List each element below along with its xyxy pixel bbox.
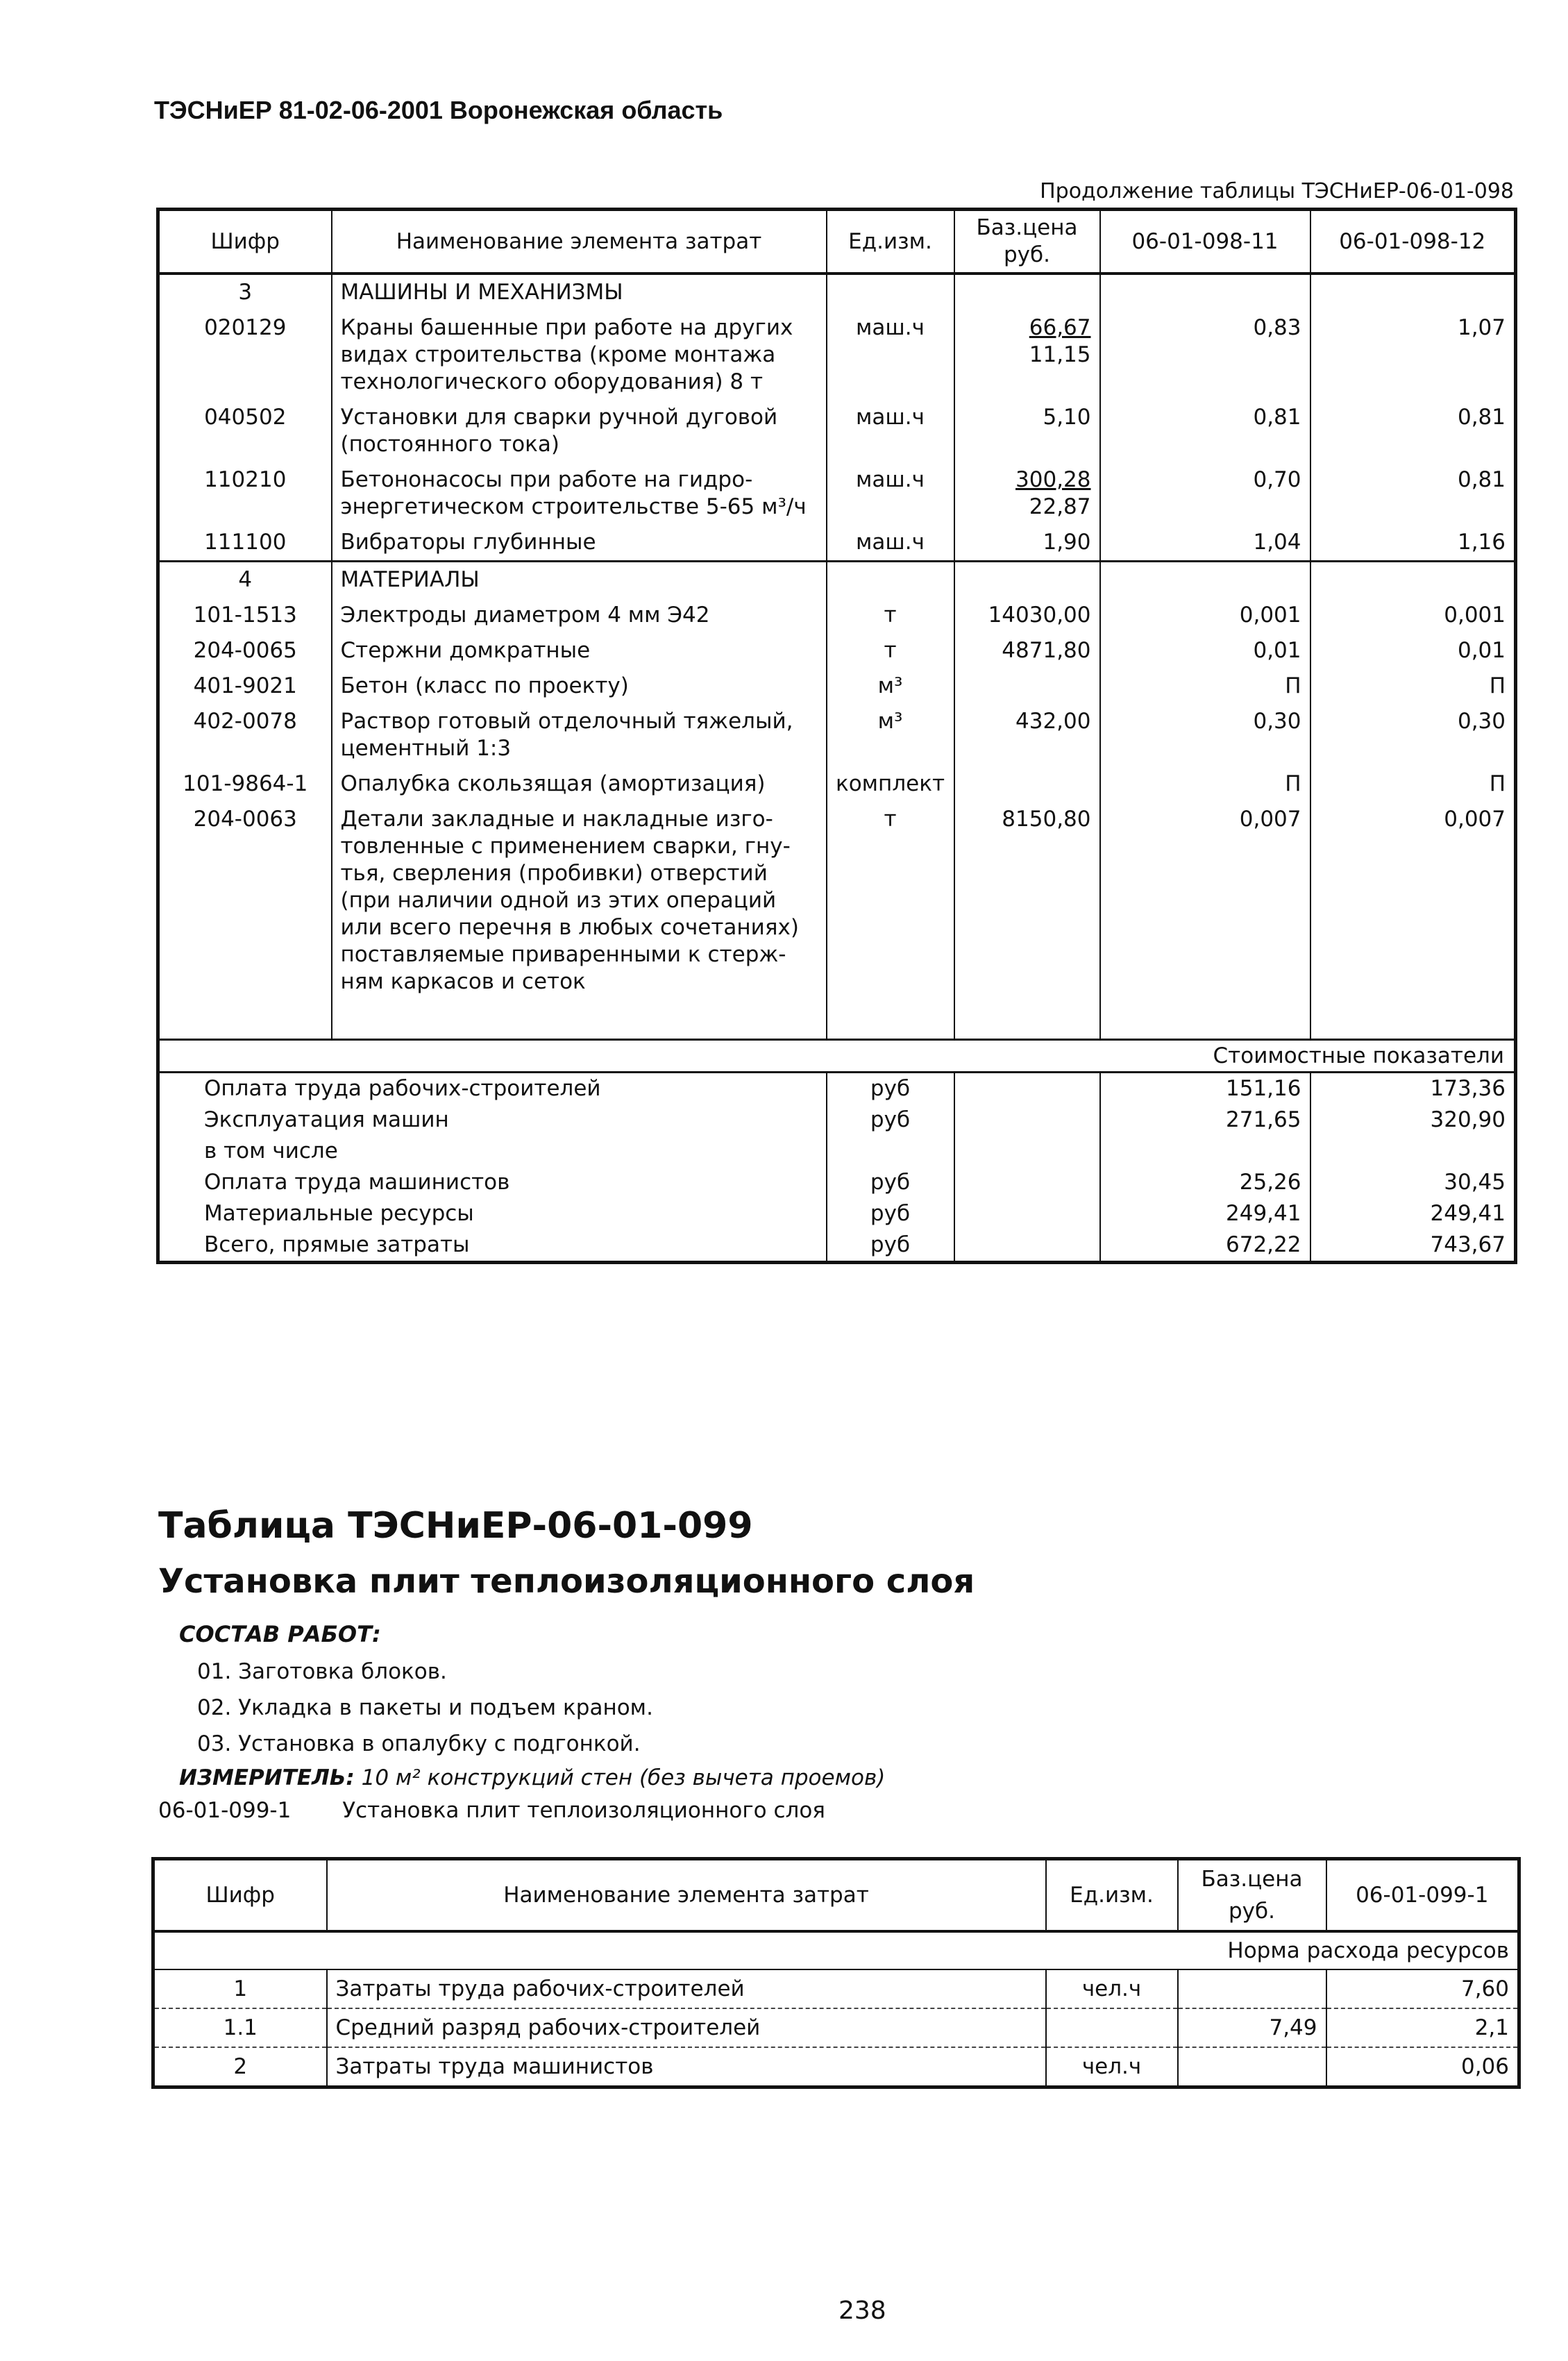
table-row [158,766,1516,802]
norm-value-11: 0,001 [1100,598,1310,633]
section-row [158,274,1516,310]
resource-price-cell [954,802,1100,1000]
resource-code: 110210 [158,462,332,525]
resource-price: 66,67 [1029,315,1091,340]
cost-caption-row [158,1040,1516,1073]
resource-code: 040502 [158,400,332,462]
resource-unit: чел.ч [1046,1969,1178,2008]
table-row [153,2047,1519,2087]
resource-price: 14030,00 [988,603,1091,628]
table-row [153,1969,1519,2008]
resource-unit: т [827,802,954,1000]
resource-unit: м³ [827,669,954,704]
empty-cell [954,1073,1100,1105]
empty-cell [954,562,1100,598]
totals-row [158,1136,1516,1167]
norm-value: 2,1 [1326,2008,1519,2047]
resource-code: 101-1513 [158,598,332,633]
resource-name: Установки для сварки ручной дуговой (постоянного тока) [332,400,827,462]
norm-value-12: 0,001 [1310,598,1516,633]
resource-unit: маш.ч [827,400,954,462]
resource-price: 4871,80 [1002,638,1091,663]
empty-cell [954,274,1100,310]
resource-name: Средний разряд рабочих-строителей [327,2008,1046,2047]
empty-cell [1310,274,1516,310]
col-header-name: Наименование элемента затрат [327,1859,1046,1932]
norm-value-11: 0,30 [1100,704,1310,766]
norm-value-12: 0,81 [1310,400,1516,462]
table-row [158,802,1516,1000]
totals-value-11: 249,41 [1100,1198,1310,1229]
norm-value-12: П [1310,766,1516,802]
resource-price: 1,90 [1043,530,1091,555]
totals-unit: руб [827,1104,954,1136]
work-composition-label: СОСТАВ РАБОТ: [179,1621,381,1647]
empty-cell [827,562,954,598]
operation-item: 01. Заготовка блоков. [197,1659,447,1684]
totals-value-12: 173,36 [1310,1073,1516,1105]
resource-unit: маш.ч [827,462,954,525]
resource-table-099 [151,1857,1521,2089]
resource-price-cell [954,462,1100,525]
empty-cell [1100,562,1310,598]
resource-price-secondary: 22,87 [1029,494,1091,519]
totals-row [158,1198,1516,1229]
resource-code: 1.1 [153,2008,327,2047]
totals-value-12 [1310,1136,1516,1167]
norm-value-11: 0,007 [1100,802,1310,1000]
resource-price-cell [954,633,1100,669]
col-header-price: Баз.цена руб. [1178,1859,1326,1932]
norm-code: 06-01-099-1 [158,1798,292,1823]
resource-price: 300,28 [1015,467,1091,492]
totals-unit: руб [827,1073,954,1105]
totals-value-11: 25,26 [1100,1167,1310,1198]
resource-name: Затраты труда рабочих-строителей [327,1969,1046,2008]
resource-unit: т [827,598,954,633]
empty-cell [954,1198,1100,1229]
resource-name: Краны башенные при работе на других видах строительства (кроме монтажа технологического оборудования) 8 т [332,310,827,400]
norm-value-11: П [1100,766,1310,802]
totals-value-11: 672,22 [1100,1229,1310,1263]
resource-price-cell [954,704,1100,766]
norm-caption: Норма расхода ресурсов [153,1931,1519,1969]
resource-name: Опалубка скользящая (амортизация) [332,766,827,802]
cost-caption: Стоимостные показатели [158,1040,1516,1073]
resource-name: Бетононасосы при работе на гидро-энергетическом строительстве 5-65 м³/ч [332,462,827,525]
resource-unit: чел.ч [1046,2047,1178,2087]
col-header-name: Наименование элемента затрат [332,210,827,274]
col-header-norm-12: 06-01-098-12 [1310,210,1516,274]
resource-price-cell [954,669,1100,704]
measurement-text: 10 м² конструкций стен (без вычета проемов) [361,1765,886,1790]
col-header-unit: Ед.изм. [827,210,954,274]
totals-row [158,1229,1516,1263]
empty-cell [954,1136,1100,1167]
resource-price-cell [954,766,1100,802]
col-header-norm-11: 06-01-098-11 [1100,210,1310,274]
totals-row [158,1104,1516,1136]
table-row [158,310,1516,400]
resource-unit: т [827,633,954,669]
norm-value: 0,06 [1326,2047,1519,2087]
work-operations-list [197,1654,653,1762]
totals-label: Всего, прямые затраты [158,1229,827,1263]
resource-code: 402-0078 [158,704,332,766]
table-row [158,462,1516,525]
norm-value-11: П [1100,669,1310,704]
resource-code: 101-9864-1 [158,766,332,802]
table-row [158,669,1516,704]
resource-price-secondary: 11,15 [1029,342,1091,367]
page-number: 238 [838,2296,886,2325]
table-row [158,598,1516,633]
resource-price: 432,00 [1015,709,1091,734]
table-subtitle: Установка плит теплоизоляционного слоя [158,1562,975,1601]
table-row [158,400,1516,462]
resource-price-cell [954,598,1100,633]
norm-value-11: 0,81 [1100,400,1310,462]
totals-row [158,1167,1516,1198]
measurement-label: ИЗМЕРИТЕЛЬ: [179,1765,355,1790]
table-body [153,1931,1519,2087]
totals-value-11: 271,65 [1100,1104,1310,1136]
empty-cell [954,1229,1100,1263]
empty-cell [954,1000,1100,1040]
resource-price-cell [954,310,1100,400]
operation-item: 03. Установка в опалубку с подгонкой. [197,1731,641,1756]
operation-item: 02. Укладка в пакеты и подъем краном. [197,1695,653,1720]
totals-label: Оплата труда машинистов [158,1167,827,1198]
empty-cell [1100,274,1310,310]
empty-cell [827,274,954,310]
empty-cell [954,1167,1100,1198]
norm-value-11: 0,70 [1100,462,1310,525]
empty-cell [158,1000,332,1040]
resource-price-cell [954,400,1100,462]
resource-name: Бетон (класс по проекту) [332,669,827,704]
page-header: ТЭСНиЕР 81-02-06-2001 Воронежская область [154,96,723,124]
resource-price-cell [954,525,1100,562]
norm-value-12: П [1310,669,1516,704]
spacer-row [158,1000,1516,1040]
norm-value-11: 0,01 [1100,633,1310,669]
totals-value-12: 30,45 [1310,1167,1516,1198]
resource-name: Вибраторы глубинные [332,525,827,562]
table-header-row [153,1859,1519,1932]
resource-code: 020129 [158,310,332,400]
norm-value-11: 0,83 [1100,310,1310,400]
col-header-unit: Ед.изм. [1046,1859,1178,1932]
norm-value: 7,60 [1326,1969,1519,2008]
resource-unit: маш.ч [827,310,954,400]
resource-code: 1 [153,1969,327,2008]
resource-table-098 [156,208,1517,1264]
resource-code: 2 [153,2047,327,2087]
table-body [158,274,1516,1263]
resource-name: Раствор готовый отделочный тяжелый, цементный 1:3 [332,704,827,766]
resource-price: 7,49 [1178,2008,1326,2047]
totals-unit: руб [827,1198,954,1229]
measurement-unit-line [179,1765,885,1790]
col-header-price: Баз.цена руб. [954,210,1100,274]
table-row [153,2008,1519,2047]
norm-code-line [158,1798,825,1823]
resource-unit: м³ [827,704,954,766]
section-number: 4 [158,562,332,598]
totals-value-12: 320,90 [1310,1104,1516,1136]
norm-value-11: 1,04 [1100,525,1310,562]
section-number: 3 [158,274,332,310]
resource-price [1178,1969,1326,2008]
resource-price [1178,2047,1326,2087]
resource-name: Детали закладные и накладные изго- товленные с применением сварки, гну- тья, сверления (пробивки) отверстий (при наличии одной из этих операций или всего перечня в любых сочетаниях) поставляемые приваренными к стерж- ням каркасов и сеток [332,802,827,1000]
totals-label: Оплата труда рабочих-строителей [158,1073,827,1105]
section-title: МАТЕРИАЛЫ [332,562,827,598]
table-title: Таблица ТЭСНиЕР-06-01-099 [158,1505,753,1547]
resource-code: 401-9021 [158,669,332,704]
empty-cell [827,1000,954,1040]
section-title: МАШИНЫ И МЕХАНИЗМЫ [332,274,827,310]
norm-value-12: 1,07 [1310,310,1516,400]
resource-unit: маш.ч [827,525,954,562]
resource-code: 204-0063 [158,802,332,1000]
table-header-row [158,210,1516,274]
totals-label: Эксплуатация машин [158,1104,827,1136]
totals-value-11: 151,16 [1100,1073,1310,1105]
totals-label: Материальные ресурсы [158,1198,827,1229]
norm-value-12: 0,81 [1310,462,1516,525]
section-row [158,562,1516,598]
totals-value-11 [1100,1136,1310,1167]
totals-unit: руб [827,1229,954,1263]
col-header-code: Шифр [153,1859,327,1932]
empty-cell [954,1104,1100,1136]
continuation-caption: Продолжение таблицы ТЭСНиЕР-06-01-098 [1040,179,1514,203]
norm-value-12: 0,01 [1310,633,1516,669]
totals-unit: руб [827,1167,954,1198]
empty-cell [1310,562,1516,598]
resource-code: 111100 [158,525,332,562]
empty-cell [1310,1000,1516,1040]
totals-unit [827,1136,954,1167]
norm-value-12: 1,16 [1310,525,1516,562]
table-row [158,633,1516,669]
empty-cell [332,1000,827,1040]
empty-cell [1100,1000,1310,1040]
col-header-norm: 06-01-099-1 [1326,1859,1519,1932]
table-row [158,704,1516,766]
norm-caption-row [153,1931,1519,1969]
totals-row [158,1073,1516,1105]
resource-price: 8150,80 [1002,807,1091,832]
norm-value-12: 0,30 [1310,704,1516,766]
totals-value-12: 249,41 [1310,1198,1516,1229]
resource-code: 204-0065 [158,633,332,669]
norm-value-12: 0,007 [1310,802,1516,1000]
resource-name: Затраты труда машинистов [327,2047,1046,2087]
col-header-code: Шифр [158,210,332,274]
resource-name: Стержни домкратные [332,633,827,669]
resource-name: Электроды диаметром 4 мм Э42 [332,598,827,633]
resource-unit [1046,2008,1178,2047]
table-row [158,525,1516,562]
norm-code-name: Установка плит теплоизоляционного слоя [342,1798,825,1823]
resource-price: 5,10 [1043,405,1091,430]
resource-unit: комплект [827,766,954,802]
totals-label: в том числе [158,1136,827,1167]
totals-value-12: 743,67 [1310,1229,1516,1263]
